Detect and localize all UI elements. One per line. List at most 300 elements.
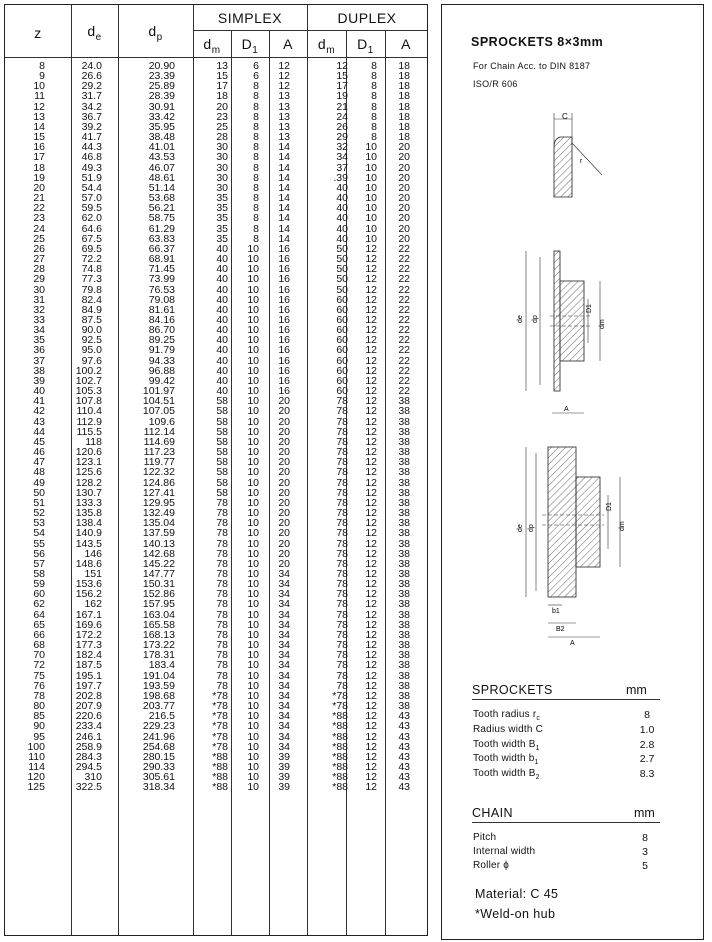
spec-value: 1.0 bbox=[639, 723, 655, 736]
cell-de: 107.8 bbox=[75, 395, 102, 408]
cell-simplex-dm: 40 bbox=[216, 354, 228, 367]
cell-simplex-a: 20 bbox=[278, 456, 290, 469]
cell-duplex-a: 18 bbox=[398, 120, 410, 133]
cell-duplex-d1: 8 bbox=[371, 70, 377, 83]
cell-z: 110 bbox=[28, 750, 45, 763]
cell-duplex-d1: 12 bbox=[365, 466, 377, 479]
cell-dp: 241.96 bbox=[142, 730, 175, 743]
cell-simplex-a: 12 bbox=[278, 70, 290, 83]
cell-dp: 41.01 bbox=[148, 141, 175, 154]
cell-simplex-a: 14 bbox=[278, 202, 290, 215]
cell-z: 125 bbox=[27, 781, 45, 794]
cell-dp: 318.34 bbox=[142, 781, 175, 794]
cell-simplex-dm: 40 bbox=[216, 242, 228, 255]
cell-de: 97.6 bbox=[81, 354, 102, 367]
cell-simplex-a: 16 bbox=[278, 293, 290, 306]
header-duplex-a: A bbox=[401, 36, 411, 52]
cell-duplex-d1: 10 bbox=[365, 181, 377, 194]
cell-duplex-a: 38 bbox=[398, 537, 410, 550]
cell-simplex-a: 14 bbox=[278, 161, 290, 174]
cell-simplex-dm: 30 bbox=[216, 181, 228, 194]
cell-simplex-a: 20 bbox=[278, 486, 290, 499]
cell-de: 133.3 bbox=[75, 496, 102, 509]
cell-duplex-dm: 78 bbox=[336, 679, 348, 692]
cell-z: 56 bbox=[33, 547, 45, 560]
cell-simplex-dm: 58 bbox=[216, 435, 228, 448]
cell-dp: 168.13 bbox=[142, 628, 175, 641]
cell-z: 53 bbox=[33, 517, 45, 530]
cell-simplex-d1: 10 bbox=[247, 324, 259, 337]
cell-duplex-dm: 78 bbox=[336, 649, 348, 662]
cell-dp: 61.29 bbox=[148, 222, 175, 235]
cell-z: 38 bbox=[33, 364, 45, 377]
cell-de: 115.5 bbox=[76, 425, 102, 438]
cell-simplex-d1: 10 bbox=[247, 679, 259, 692]
cell-simplex-dm: *88 bbox=[212, 781, 228, 794]
cell-de: 90.0 bbox=[81, 324, 102, 337]
cell-duplex-a: 18 bbox=[398, 100, 410, 113]
cell-simplex-a: 20 bbox=[278, 527, 290, 540]
cell-duplex-dm: *78 bbox=[332, 700, 348, 713]
cell-z: 27 bbox=[33, 253, 45, 266]
cell-z: 36 bbox=[33, 344, 45, 357]
cell-duplex-dm: 40 bbox=[336, 202, 348, 215]
cell-de: 51.9 bbox=[81, 171, 102, 184]
cell-simplex-dm: 30 bbox=[216, 151, 228, 164]
cell-duplex-dm: 78 bbox=[336, 527, 348, 540]
cell-duplex-a: 38 bbox=[398, 507, 410, 520]
cell-simplex-a: 20 bbox=[278, 435, 290, 448]
cell-duplex-a: 22 bbox=[398, 324, 410, 337]
cell-simplex-dm: 78 bbox=[216, 496, 228, 509]
cell-de: 258.9 bbox=[75, 740, 102, 753]
cell-dp: 114.69 bbox=[143, 435, 175, 448]
spec-label: Tooth radius $r_c$ bbox=[473, 709, 541, 722]
cell-simplex-d1: 10 bbox=[247, 364, 259, 377]
cell-simplex-a: 20 bbox=[278, 425, 290, 438]
cell-z: 12 bbox=[33, 100, 45, 113]
cell-dp: 94.33 bbox=[148, 354, 175, 367]
cell-simplex-dm: 30 bbox=[216, 141, 228, 154]
cell-duplex-d1: 10 bbox=[365, 232, 377, 245]
cell-duplex-a: 43 bbox=[398, 720, 410, 733]
chain-heading: CHAIN bbox=[472, 806, 513, 820]
cell-dp: 99.42 bbox=[148, 374, 175, 387]
cell-dp: 122.32 bbox=[142, 466, 175, 479]
cell-de: 26.6 bbox=[81, 70, 102, 83]
cell-de: 36.7 bbox=[81, 110, 102, 123]
cell-dp: 290.33 bbox=[142, 761, 175, 774]
cell-de: 77.3 bbox=[81, 273, 102, 286]
cell-z: 14 bbox=[33, 120, 45, 133]
cell-duplex-d1: 12 bbox=[365, 598, 377, 611]
cell-dp: 140.13 bbox=[142, 537, 175, 550]
cell-duplex-dm: 78 bbox=[336, 598, 348, 611]
cell-simplex-a: 20 bbox=[278, 446, 290, 459]
spec-label: Roller ϕ bbox=[473, 860, 510, 871]
cell-duplex-d1: 12 bbox=[365, 425, 377, 438]
cell-simplex-a: 39 bbox=[278, 771, 290, 784]
cell-duplex-d1: 12 bbox=[365, 588, 377, 601]
table-row bbox=[5, 782, 427, 792]
cell-duplex-d1: 12 bbox=[365, 679, 377, 692]
cell-duplex-dm: 50 bbox=[336, 283, 348, 296]
cell-simplex-d1: 10 bbox=[247, 476, 259, 489]
cell-duplex-dm: 78 bbox=[336, 476, 348, 489]
chain-rule bbox=[472, 822, 660, 823]
cell-simplex-d1: 10 bbox=[247, 242, 259, 255]
cell-duplex-a: 43 bbox=[398, 781, 410, 794]
weld-on-hub-note: *Weld-on hub bbox=[475, 907, 556, 921]
cell-simplex-a: 16 bbox=[278, 273, 290, 286]
cell-simplex-d1: 10 bbox=[247, 253, 259, 266]
cell-dp: 48.61 bbox=[148, 171, 175, 184]
cell-simplex-a: 14 bbox=[278, 192, 290, 205]
cell-duplex-a: 38 bbox=[398, 649, 410, 662]
cell-simplex-a: 16 bbox=[278, 314, 290, 326]
cell-simplex-dm: *78 bbox=[212, 730, 228, 743]
cell-duplex-dm: 29 bbox=[336, 131, 348, 144]
cell-de: 284.3 bbox=[75, 750, 102, 763]
cell-duplex-dm: *88 bbox=[332, 740, 348, 753]
cell-simplex-d1: 8 bbox=[253, 192, 259, 205]
cell-simplex-a: 20 bbox=[278, 496, 290, 509]
cell-duplex-a: 38 bbox=[398, 628, 410, 641]
cell-duplex-a: 18 bbox=[398, 60, 410, 72]
cell-duplex-a: 38 bbox=[398, 568, 410, 580]
cell-de: 172.2 bbox=[75, 628, 102, 641]
cell-de: 57.0 bbox=[81, 192, 102, 205]
cell-simplex-d1: 10 bbox=[247, 425, 259, 438]
cell-duplex-d1: 12 bbox=[365, 242, 377, 255]
cell-simplex-dm: *78 bbox=[212, 689, 228, 702]
cell-duplex-d1: 10 bbox=[365, 161, 377, 174]
cell-simplex-d1: 8 bbox=[253, 120, 259, 133]
cell-duplex-d1: 12 bbox=[365, 639, 377, 652]
cell-duplex-d1: 12 bbox=[365, 730, 377, 743]
cell-simplex-d1: 10 bbox=[247, 730, 259, 743]
header-simplex-a: A bbox=[283, 36, 293, 52]
cell-duplex-a: 22 bbox=[398, 273, 410, 286]
cell-de: 59.5 bbox=[81, 202, 102, 215]
cell-duplex-dm: 34 bbox=[336, 151, 348, 164]
cell-duplex-d1: 8 bbox=[371, 120, 377, 133]
cell-duplex-a: 38 bbox=[398, 700, 410, 713]
cell-simplex-dm: 78 bbox=[216, 608, 228, 621]
cell-de: 49.3 bbox=[81, 161, 102, 174]
cell-z: 66 bbox=[33, 628, 45, 641]
cell-duplex-dm: 21 bbox=[336, 100, 348, 113]
cell-duplex-a: 38 bbox=[398, 618, 410, 631]
cell-duplex-a: 43 bbox=[398, 750, 410, 763]
cell-z: 9 bbox=[39, 70, 45, 83]
cell-simplex-dm: 35 bbox=[216, 212, 228, 225]
cell-simplex-dm: 40 bbox=[216, 324, 228, 337]
cell-simplex-a: 34 bbox=[278, 608, 290, 621]
cell-simplex-d1: 10 bbox=[247, 649, 259, 662]
cell-duplex-a: 43 bbox=[398, 761, 410, 774]
cell-simplex-dm: 78 bbox=[216, 557, 228, 570]
cell-dp: 165.58 bbox=[142, 618, 175, 631]
label-r: r bbox=[580, 158, 583, 165]
cell-z: 90 bbox=[33, 720, 45, 733]
cell-de: 182.4 bbox=[75, 649, 102, 662]
cell-simplex-d1: 10 bbox=[247, 446, 259, 459]
cell-z: 85 bbox=[33, 710, 45, 723]
cell-simplex-a: 14 bbox=[278, 151, 290, 164]
panel-title: SPROCKETS 8×3mm bbox=[471, 35, 604, 49]
label-b2: B2 bbox=[556, 626, 565, 633]
spec-value: 2.7 bbox=[639, 753, 655, 766]
cell-simplex-d1: 10 bbox=[247, 578, 259, 591]
cell-dp: 25.89 bbox=[148, 80, 175, 93]
cell-duplex-d1: 12 bbox=[365, 263, 377, 276]
cell-simplex-d1: 8 bbox=[253, 202, 259, 215]
cell-duplex-dm: 40 bbox=[336, 192, 348, 205]
cell-simplex-a: 34 bbox=[278, 720, 290, 733]
cell-simplex-dm: 30 bbox=[216, 171, 228, 184]
cell-duplex-d1: 12 bbox=[365, 395, 377, 408]
cell-duplex-dm: 60 bbox=[336, 374, 348, 387]
cell-dp: 191.04 bbox=[142, 669, 175, 682]
cell-de: 84.9 bbox=[81, 303, 102, 316]
cell-z: 45 bbox=[33, 435, 45, 448]
spec-label: Radius width C bbox=[473, 723, 544, 735]
cell-duplex-a: 20 bbox=[398, 151, 410, 164]
cell-simplex-a: 34 bbox=[278, 588, 290, 601]
cell-duplex-dm: 78 bbox=[336, 618, 348, 631]
cell-simplex-dm: 58 bbox=[216, 466, 228, 479]
cell-dp: 66.37 bbox=[148, 242, 175, 255]
cell-de: 151 bbox=[84, 568, 102, 580]
cell-dp: 193.59 bbox=[142, 679, 175, 692]
cell-simplex-dm: 78 bbox=[216, 507, 228, 520]
cell-z: 49 bbox=[33, 476, 45, 489]
cell-duplex-d1: 12 bbox=[365, 324, 377, 337]
cell-simplex-d1: 8 bbox=[253, 212, 259, 225]
cell-simplex-dm: 78 bbox=[216, 679, 228, 692]
cell-duplex-a: 38 bbox=[398, 466, 410, 479]
cell-duplex-dm: 50 bbox=[336, 253, 348, 266]
cell-simplex-dm: 78 bbox=[216, 578, 228, 591]
cell-dp: 35.95 bbox=[148, 120, 175, 133]
cell-simplex-dm: *88 bbox=[212, 750, 228, 763]
cell-de: 177.3 bbox=[75, 639, 102, 652]
cell-simplex-d1: 10 bbox=[247, 314, 259, 326]
cell-duplex-dm: 40 bbox=[336, 212, 348, 225]
cell-duplex-d1: 12 bbox=[365, 334, 377, 347]
cell-simplex-dm: *78 bbox=[212, 740, 228, 753]
cell-simplex-a: 14 bbox=[278, 212, 290, 225]
cell-simplex-a: 16 bbox=[278, 242, 290, 255]
cell-duplex-dm: 60 bbox=[336, 303, 348, 316]
cell-duplex-d1: 12 bbox=[365, 507, 377, 520]
cell-z: 15 bbox=[33, 131, 45, 144]
cell-dp: 51.14 bbox=[148, 181, 175, 194]
spec-value: 8 bbox=[642, 832, 648, 844]
cell-duplex-d1: 12 bbox=[365, 578, 377, 591]
cell-duplex-dm: *88 bbox=[332, 761, 348, 774]
cell-simplex-a: 34 bbox=[278, 578, 290, 591]
cell-simplex-dm: 35 bbox=[216, 222, 228, 235]
cell-de: 202.8 bbox=[75, 689, 102, 702]
cell-de: 92.5 bbox=[81, 334, 102, 347]
cell-duplex-d1: 10 bbox=[365, 212, 377, 225]
cell-duplex-a: 38 bbox=[398, 415, 410, 428]
cell-de: 233.4 bbox=[75, 720, 102, 733]
cell-duplex-a: 22 bbox=[398, 263, 410, 276]
cell-de: 74.8 bbox=[81, 263, 102, 276]
cell-duplex-dm: 60 bbox=[336, 385, 348, 398]
cell-z: 75 bbox=[33, 669, 45, 682]
cell-duplex-dm: 60 bbox=[336, 354, 348, 367]
cell-de: 169.6 bbox=[75, 618, 102, 631]
cell-simplex-dm: 78 bbox=[216, 588, 228, 601]
cell-simplex-a: 12 bbox=[278, 80, 290, 93]
cell-simplex-dm: 15 bbox=[216, 70, 228, 83]
cell-duplex-dm: 17 bbox=[336, 80, 348, 93]
cell-dp: 23.39 bbox=[148, 70, 175, 83]
cell-z: 95 bbox=[33, 730, 45, 743]
cell-simplex-a: 16 bbox=[278, 354, 290, 367]
cell-de: 69.5 bbox=[81, 242, 102, 255]
cell-de: 87.5 bbox=[81, 314, 102, 326]
cell-duplex-a: 18 bbox=[398, 110, 410, 123]
cell-de: 167.1 bbox=[75, 608, 102, 621]
cell-de: 146 bbox=[84, 547, 102, 560]
cell-duplex-a: 18 bbox=[398, 90, 410, 103]
cell-simplex-d1: 10 bbox=[247, 283, 259, 296]
cell-simplex-dm: 35 bbox=[216, 192, 228, 205]
cell-duplex-a: 38 bbox=[398, 689, 410, 702]
cell-z: 51 bbox=[33, 496, 45, 509]
cell-simplex-a: 20 bbox=[278, 557, 290, 570]
cell-simplex-d1: 8 bbox=[253, 171, 259, 184]
cell-duplex-dm: 60 bbox=[336, 334, 348, 347]
cell-de: 156.2 bbox=[75, 588, 102, 601]
cell-simplex-a: 16 bbox=[278, 324, 290, 337]
cell-duplex-dm: 78 bbox=[336, 466, 348, 479]
cell-z: 48 bbox=[33, 466, 45, 479]
cell-duplex-a: 22 bbox=[398, 385, 410, 398]
cell-duplex-dm: 78 bbox=[336, 659, 348, 672]
cell-z: 39 bbox=[33, 374, 45, 387]
cell-de: 130.7 bbox=[75, 486, 102, 499]
cell-simplex-dm: 40 bbox=[216, 263, 228, 276]
cell-simplex-dm: 58 bbox=[216, 476, 228, 489]
cell-simplex-a: 34 bbox=[278, 649, 290, 662]
cell-duplex-d1: 12 bbox=[365, 568, 377, 580]
cell-dp: 178.31 bbox=[142, 649, 175, 662]
cell-simplex-dm: 40 bbox=[216, 283, 228, 296]
label-dp-simplex: dp bbox=[532, 315, 539, 323]
cell-z: 57 bbox=[33, 557, 45, 570]
cell-duplex-d1: 12 bbox=[365, 456, 377, 469]
cell-de: 79.8 bbox=[81, 283, 102, 296]
cell-duplex-d1: 12 bbox=[365, 517, 377, 530]
tooth-profile-drawing bbox=[532, 105, 652, 205]
cell-simplex-d1: 6 bbox=[253, 70, 259, 83]
cell-simplex-a: 34 bbox=[278, 730, 290, 743]
cell-duplex-dm: 78 bbox=[336, 588, 348, 601]
cell-duplex-d1: 12 bbox=[365, 374, 377, 387]
cell-duplex-d1: 8 bbox=[371, 110, 377, 123]
cell-simplex-dm: 58 bbox=[216, 415, 228, 428]
cell-duplex-dm: 78 bbox=[336, 639, 348, 652]
spec-value: 5 bbox=[642, 860, 648, 872]
cell-de: 322.5 bbox=[75, 781, 102, 794]
cell-duplex-a: 43 bbox=[398, 710, 410, 723]
cell-z: 44 bbox=[33, 425, 45, 438]
cell-duplex-d1: 8 bbox=[371, 90, 377, 103]
cell-simplex-a: 16 bbox=[278, 385, 290, 398]
cell-z: 60 bbox=[33, 588, 45, 601]
cell-simplex-a: 16 bbox=[278, 364, 290, 377]
cell-dp: 91.79 bbox=[148, 344, 175, 357]
cell-dp: 38.48 bbox=[148, 131, 175, 144]
cell-simplex-dm: 58 bbox=[216, 486, 228, 499]
cell-z: 68 bbox=[33, 639, 45, 652]
cell-simplex-d1: 8 bbox=[253, 100, 259, 113]
cell-simplex-d1: 8 bbox=[253, 141, 259, 154]
cell-duplex-dm: 78 bbox=[336, 608, 348, 621]
cell-de: 123.1 bbox=[75, 456, 102, 469]
cell-simplex-a: 34 bbox=[278, 710, 290, 723]
cell-duplex-dm: 19 bbox=[336, 90, 348, 103]
cell-simplex-d1: 10 bbox=[247, 588, 259, 601]
cell-dp: 107.05 bbox=[142, 405, 175, 418]
spec-label: Internal width bbox=[473, 846, 536, 857]
spec-value: 8.3 bbox=[639, 768, 655, 781]
cell-simplex-d1: 10 bbox=[247, 628, 259, 641]
cell-simplex-a: 14 bbox=[278, 181, 290, 194]
cell-duplex-dm: 78 bbox=[336, 415, 348, 428]
cell-de: 39.2 bbox=[81, 120, 102, 133]
cell-z: 24 bbox=[33, 222, 45, 235]
cell-duplex-dm: 78 bbox=[336, 568, 348, 580]
chain-unit: mm bbox=[634, 806, 655, 820]
cell-duplex-d1: 12 bbox=[365, 771, 377, 784]
cell-de: 72.2 bbox=[81, 253, 102, 266]
cell-dp: 33.42 bbox=[148, 110, 175, 123]
cell-simplex-d1: 10 bbox=[247, 771, 259, 784]
cell-duplex-a: 38 bbox=[398, 659, 410, 672]
cell-de: 110.4 bbox=[76, 405, 102, 418]
cell-simplex-d1: 8 bbox=[253, 90, 259, 103]
cell-duplex-a: 20 bbox=[398, 141, 410, 154]
cell-z: 64 bbox=[33, 608, 45, 621]
cell-duplex-d1: 12 bbox=[365, 689, 377, 702]
cell-duplex-dm: *88 bbox=[332, 771, 348, 784]
cell-z: 42 bbox=[33, 405, 45, 418]
cell-duplex-d1: 12 bbox=[365, 659, 377, 672]
cell-simplex-a: 13 bbox=[278, 120, 290, 133]
cell-simplex-d1: 10 bbox=[247, 750, 259, 763]
cell-de: 128.2 bbox=[75, 476, 102, 489]
info-panel bbox=[441, 4, 704, 940]
cell-simplex-a: 20 bbox=[278, 415, 290, 428]
cell-simplex-dm: 17 bbox=[216, 80, 228, 93]
cell-duplex-d1: 12 bbox=[365, 618, 377, 631]
cell-simplex-d1: 10 bbox=[247, 720, 259, 733]
cell-dp: 157.95 bbox=[142, 598, 175, 611]
cell-duplex-dm: 60 bbox=[336, 344, 348, 357]
spec-label: Tooth width $B_1$ bbox=[473, 738, 540, 752]
cell-simplex-d1: 8 bbox=[253, 110, 259, 123]
cell-simplex-d1: 10 bbox=[247, 507, 259, 520]
cell-dp: 79.08 bbox=[148, 293, 175, 306]
sprockets-heading: SPROCKETS bbox=[472, 683, 553, 697]
